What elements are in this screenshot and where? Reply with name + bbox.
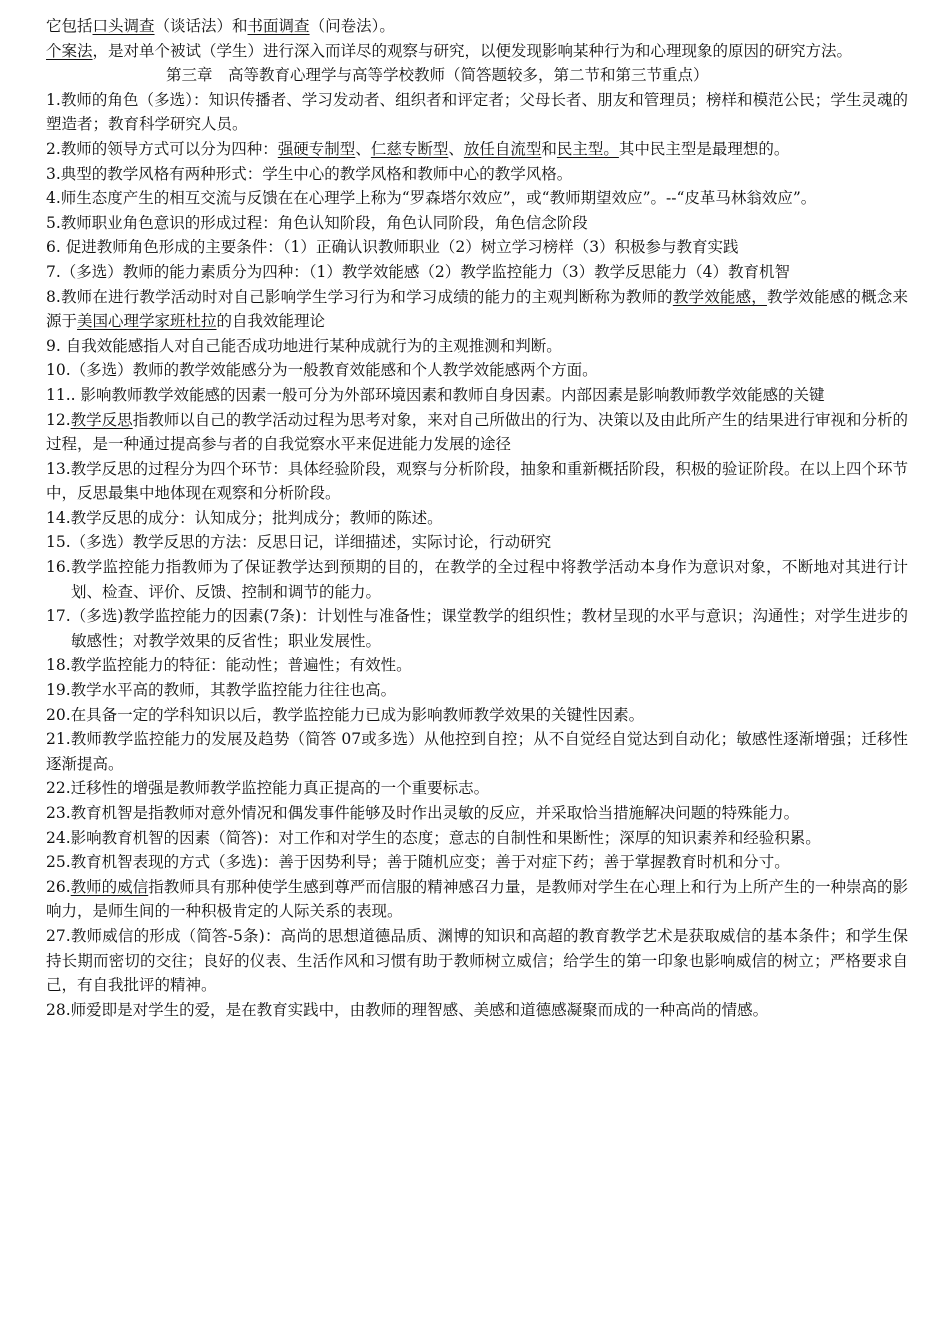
underlined-term: 书面调查 (247, 17, 310, 35)
chapter-title: 第三章 高等教育心理学与高等学校教师（简答题较多，第二节和第三节重点） (166, 66, 709, 85)
text-segment: 、 (355, 139, 371, 158)
list-item-23: 23.教育机智是指教师对意外情况和偶发事件能够及时作出灵敏的反应，并采取恰当措施解决问题的特殊能力。 (46, 804, 800, 822)
text-segment: 的自我效能理论 (216, 312, 326, 331)
list-item-6: 6. 促进教师角色形成的主要条件：（1）正确认识教师职业（2）树立学习榜样（3）积极参与教育实践 (46, 238, 739, 257)
list-item-3: 3.典型的教学风格有两种形式：学生中心的教学风格和教师中心的教学风格。 (46, 164, 573, 183)
text-segment: 指教师以自己的教学活动过程为思考对象，来对自己所做出的行为、决策以及由此所产生的结果进行审视和分析的过程，是一种通过提高参与者的自我觉察水平来促进能力发展的途径 (46, 410, 908, 454)
underlined-term: 教学效能感， (672, 287, 767, 306)
list-item-16: 16.教学监控能力指教师为了保证教学达到预期的目的，在教学的全过程中将教学活动本身作为意识对象，不断地对其进行计划、检查、评价、反馈、控制和调节的能力。 (46, 558, 908, 601)
underlined-term: 强硬专制型 (277, 139, 356, 158)
paragraph-survey-continuation (46, 14, 908, 39)
text-segment: 2.教师的领导方式可以分为四种： (46, 139, 278, 158)
text-segment: 26. (46, 877, 71, 896)
text-segment: 和 (541, 139, 557, 158)
list-item-25: 25.教育机智表现的方式（多选)：善于因势利导；善于随机应变；善于对症下药；善于掌握教育时机和分寸。 (46, 853, 790, 872)
text-segment: ，是对单个被试（学生）进行深入而详尽的观察与研究，以便发现影响某种行为和心理现象的原因的研究方法。 (92, 41, 853, 60)
list-item-13: 13.教学反思的过程分为四个环节：具体经验阶段，观察与分析阶段，抽象和重新概括阶段，积极的验证阶段。在以上四个环节中，反思最集中地体现在观察和分析阶段。 (46, 459, 908, 503)
underlined-term: 个案法 (46, 41, 93, 60)
list-item-12 (46, 408, 908, 457)
list-item-7: 7.（多选）教师的能力素质分为四种：（1）教学效能感（2）教学监控能力（3）教学反思能力（4）教育机智 (46, 262, 790, 281)
underlined-term: 民主型。 (556, 139, 619, 158)
underlined-term: 口头调查 (92, 17, 155, 35)
text-segment: 、 (448, 139, 464, 158)
list-item-21: 21.教师教学监控能力的发展及趋势（简答 07或多选）从他控到自控；从不自觉经自觉达到自动化；敏感性逐渐增强；迁移性逐渐提高。 (46, 730, 908, 773)
text-segment: 教学效能感的概念来源于 (46, 287, 908, 331)
list-item-26 (46, 875, 908, 924)
list-item-27: 27.教师威信的形成（简答-5条)：高尚的思想道德品质、渊博的知识和高超的教育教学艺术是获取威信的基本条件；和学生保持长期而密切的交往；良好的仪表、生活作风和习惯有助于教师树立威信；给学生的第一印象也影响威信的树立；严格要求自己，有自我批评的精神。 (46, 926, 908, 995)
list-item-1: 1.教师的角色（多选）：知识传播者、学习发动者、组织者和评定者；父母长者、朋友和管理员；榜样和模范公民；学生灵魂的塑造者；教育科学研究人员。 (46, 90, 908, 134)
underlined-term: 教师的威信 (70, 877, 149, 896)
list-item-17: 17.（多选)教学监控能力的因素(7条)：计划性与准备性；课堂教学的组织性；教材呈现的水平与意识；沟通性；对学生进步的敏感性；对教学效果的反省性；职业发展性。 (46, 607, 908, 650)
text-segment: 12. (46, 410, 71, 429)
list-item-19: 19.教学水平高的教师，其教学监控能力往往也高。 (46, 681, 397, 700)
text-segment: 其中民主型是最理想的。 (618, 139, 790, 158)
text-segment: （问卷法）。 (309, 17, 395, 35)
list-item-4: 4.师生态度产生的相互交流与反馈在在心理学上称为“罗森塔尔效应”，或“教师期望效应”。--“皮革马林翁效应”。 (46, 189, 817, 208)
list-item-9: 9. 自我效能感指人对自己能否成功地进行某种成就行为的主观推测和判断。 (46, 336, 562, 355)
list-item-2 (46, 137, 908, 162)
text-segment: 8.教师在进行教学活动时对自己影响学生学习行为和学习成绩的能力的主观判断称为教师的 (46, 287, 673, 306)
underlined-term: 仁慈专断型 (370, 139, 449, 158)
list-item-20: 20.在具备一定的学科知识以后，教学监控能力已成为影响教师教学效果的关键性因素。 (46, 705, 645, 724)
list-item-8 (46, 285, 908, 334)
list-item-15: 15.（多选）教学反思的方法：反思日记，详细描述，实际讨论，行动研究 (46, 533, 552, 552)
list-item-10: 10.（多选）教师的教学效能感分为一般教育效能感和个人教学效能感两个方面。 (46, 361, 598, 380)
list-item-28: 28.师爱即是对学生的爱，是在教育实践中，由教师的理智感、美感和道德感凝聚而成的一种高尚的情感。 (46, 1000, 769, 1019)
text-segment: （谈话法）和 (154, 17, 248, 35)
list-item-5: 5.教师职业角色意识的形成过程：角色认知阶段，角色认同阶段，角色信念阶段 (46, 213, 588, 232)
list-item-24: 24.影响教育机智的因素（简答)：对工作和对学生的态度；意志的自制性和果断性；深厚的知识素养和经验积累。 (46, 828, 821, 847)
list-item-18: 18.教学监控能力的特征：能动性；普遍性；有效性。 (46, 656, 412, 675)
paragraph-case-method (46, 39, 908, 64)
text-segment: 它包括 (46, 17, 93, 35)
underlined-term: 放任自流型 (463, 139, 542, 158)
list-item-22: 22.迁移性的增强是教师教学监控能力真正提高的一个重要标志。 (46, 779, 490, 798)
underlined-term: 教学反思 (70, 410, 133, 429)
list-item-14: 14.教学反思的成分：认知成分；批判成分；教师的陈述。 (46, 508, 443, 527)
text-segment: 指教师具有那种使学生感到尊严而信服的精神感召力量，是教师对学生在心理上和行为上所产生的一种崇高的影响力，是师生间的一种积极肯定的人际关系的表现。 (46, 877, 908, 921)
list-item-11: 11.. 影响教师教学效能感的因素一般可分为外部环境因素和教师自身因素。内部因素是影响教师教学效能感的关键 (46, 385, 825, 404)
underlined-term: 美国心理学家班杜拉 (77, 312, 217, 331)
